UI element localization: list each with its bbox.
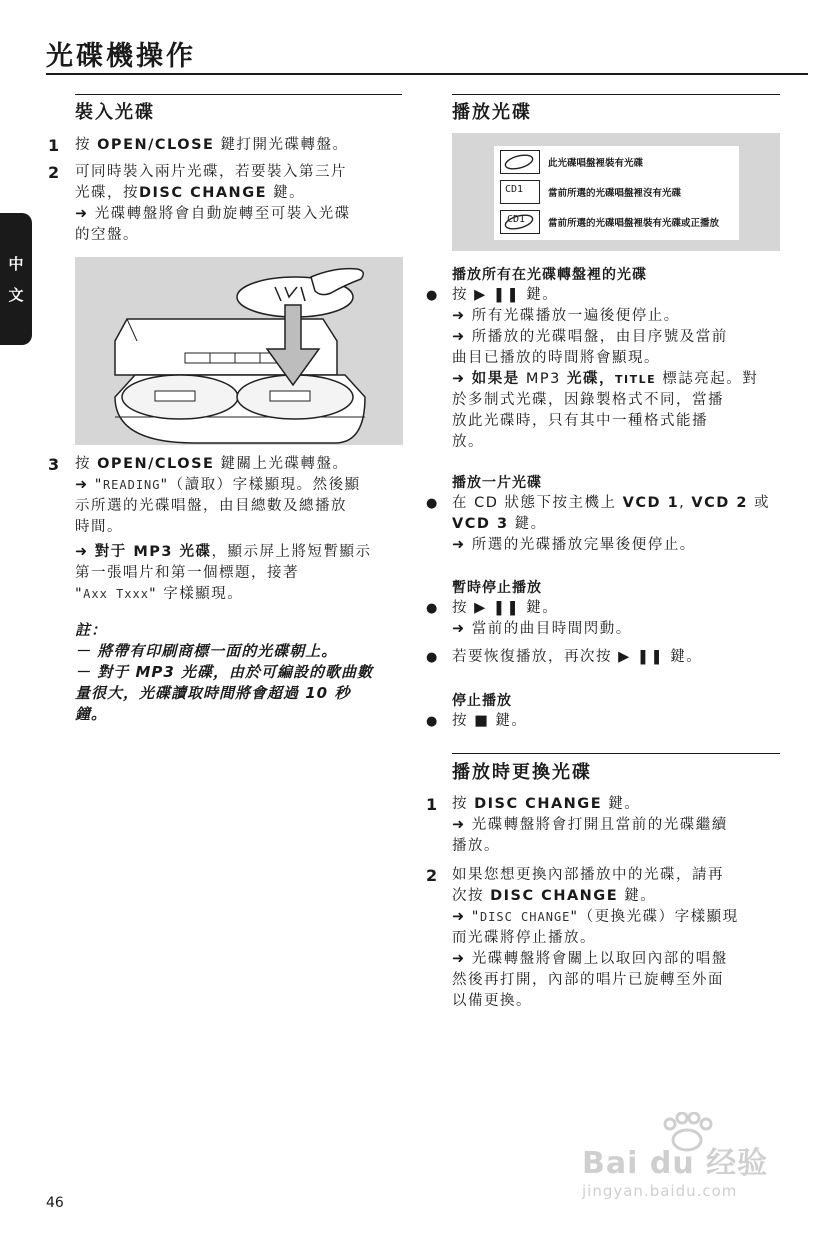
play-section-title: 播放光碟 [452,102,532,123]
legend-row: CD1 當前所選的光碟唱盤裡沒有光碟 [500,179,681,205]
page-title: 光碟機操作 [46,41,196,72]
change-section-title: 播放時更換光碟 [452,762,592,783]
play-one-title: 播放一片光碟 [452,475,542,491]
play-all-title: 播放所有在光碟轉盤裡的光碟 [452,267,647,283]
load-step-3: 按 OPEN/CLOSE 鍵關上光碟轉盤。 ➜ "READING"（讀取）字樣顯現。然後顯 示所選的光碟唱盤，由目總數及總播放 時間。 ➜ 對于 MP3 光碟，顯示屏上將短暫顯示 第一張唱片和第一個標題，接著 "Axx Txxx" 字樣顯現。 [75,456,372,602]
legend-row: CD1 當前所選的光碟唱盤裡裝有光碟或正播放 [500,209,719,235]
key-label: VCD 3 [452,516,509,532]
display-text: Axx Txxx [83,587,149,601]
language-side-tab [0,213,32,345]
bullet-icon: ● [426,288,438,303]
step-number: 2 [48,163,60,182]
load-section-rule [75,94,402,95]
step-number: 2 [426,866,438,885]
pause-title: 暫時停止播放 [452,580,542,596]
legend-row: 此光碟唱盤裡裝有光碟 [500,149,643,175]
load-step-1: 按 OPEN/CLOSE 鍵打開光碟轉盤。 [75,137,349,153]
side-tab-char-1: 中 [8,255,24,273]
display-text: READING [102,478,161,492]
cd1-disc-icon: CD1 [500,210,540,234]
disc-status-legend [494,146,739,240]
bullet-icon: ● [426,714,438,729]
stop-title: 停止播放 [452,693,512,709]
key-label: OPEN/CLOSE [97,456,215,472]
play-section-rule [452,94,780,95]
change-step-1: 按 DISC CHANGE 鍵。 ➜ 光碟轉盤將會打開且當前的光碟繼續 播放。 [452,796,728,854]
load-step-2: 可同時裝入兩片光碟，若要裝入第三片 光碟，按DISC CHANGE 鍵。 ➜ 光碟轉盤將會自動旋轉至可裝入光碟 的空盤。 [75,164,351,243]
disc-changer-drawing [75,257,403,445]
key-label: VCD 1 [622,495,680,511]
step-number: 3 [48,455,60,474]
bullet-icon: ● [426,601,438,616]
key-label: VCD 2 [691,495,748,511]
key-label: DISC CHANGE [474,796,603,812]
bullet-icon: ● [426,496,438,511]
display-text: DISC CHANGE [479,910,571,924]
paw-logo-icon [652,1112,722,1152]
title-divider [46,73,808,75]
change-step-2: 如果您想更換內部播放中的光碟，請再 次按 DISC CHANGE 鍵。 ➜ "DISC CHANGE"（更換光碟）字樣顯現 而光碟將停止播放。 ➜ 光碟轉盤將會關上以取回內部的唱盤 然後再打開，內部的唱片已旋轉至外面 以備更換。 [452,867,739,1009]
play-all-steps: 按 ▶ ❚❚ 鍵。 ➜ 所有光碟播放一遍後便停止。 ➜ 所播放的光碟唱盤，由目序號及當前 曲目已播放的時間將會顯現。 ➜ 如果是 MP3 光碟，TITLE 標誌亮起。對 於多制式光碟，因錄製格式不同，當播 放此光碟時，只有其中一種格式能播 放。 [452,287,759,450]
change-section-rule [452,753,780,754]
disc-loading-illustration [75,257,403,445]
disc-empty-icon [500,150,540,174]
stop-step: 按 ■ 鍵。 [452,713,528,729]
bullet-icon: ● [426,650,438,665]
title-indicator: TITLE [614,373,657,386]
key-label: DISC CHANGE [139,185,268,201]
side-tab-char-2: 文 [8,286,24,304]
page-number: 46 [46,1195,64,1211]
play-one-steps: 在 CD 狀態下按主機上 VCD 1, VCD 2 或 VCD 3 鍵。 ➜ 所選的光碟播放完畢後便停止。 [452,495,771,553]
cd1-empty-icon: CD1 [500,180,540,204]
key-label: DISC CHANGE [490,888,619,904]
baidu-watermark: Bai du 经验 jingyan.baidu.com [582,1120,768,1200]
key-label: OPEN/CLOSE [97,137,215,153]
load-section-title: 裝入光碟 [75,102,155,123]
step-number: 1 [48,136,60,155]
pause-steps: 按 ▶ ❚❚ 鍵。 ➜ 當前的曲目時間閃動。 [452,600,632,637]
load-note: 註： － 將帶有印刷商標一面的光碟朝上。 － 對于 MP3 光碟，由於可編設的歌曲數 量很大，光碟讀取時間將會超過 10 秒 鐘。 [75,621,374,723]
resume-step: 若要恢復播放，再次按 ▶ ❚❚ 鍵。 [452,649,703,665]
step-number: 1 [426,795,438,814]
